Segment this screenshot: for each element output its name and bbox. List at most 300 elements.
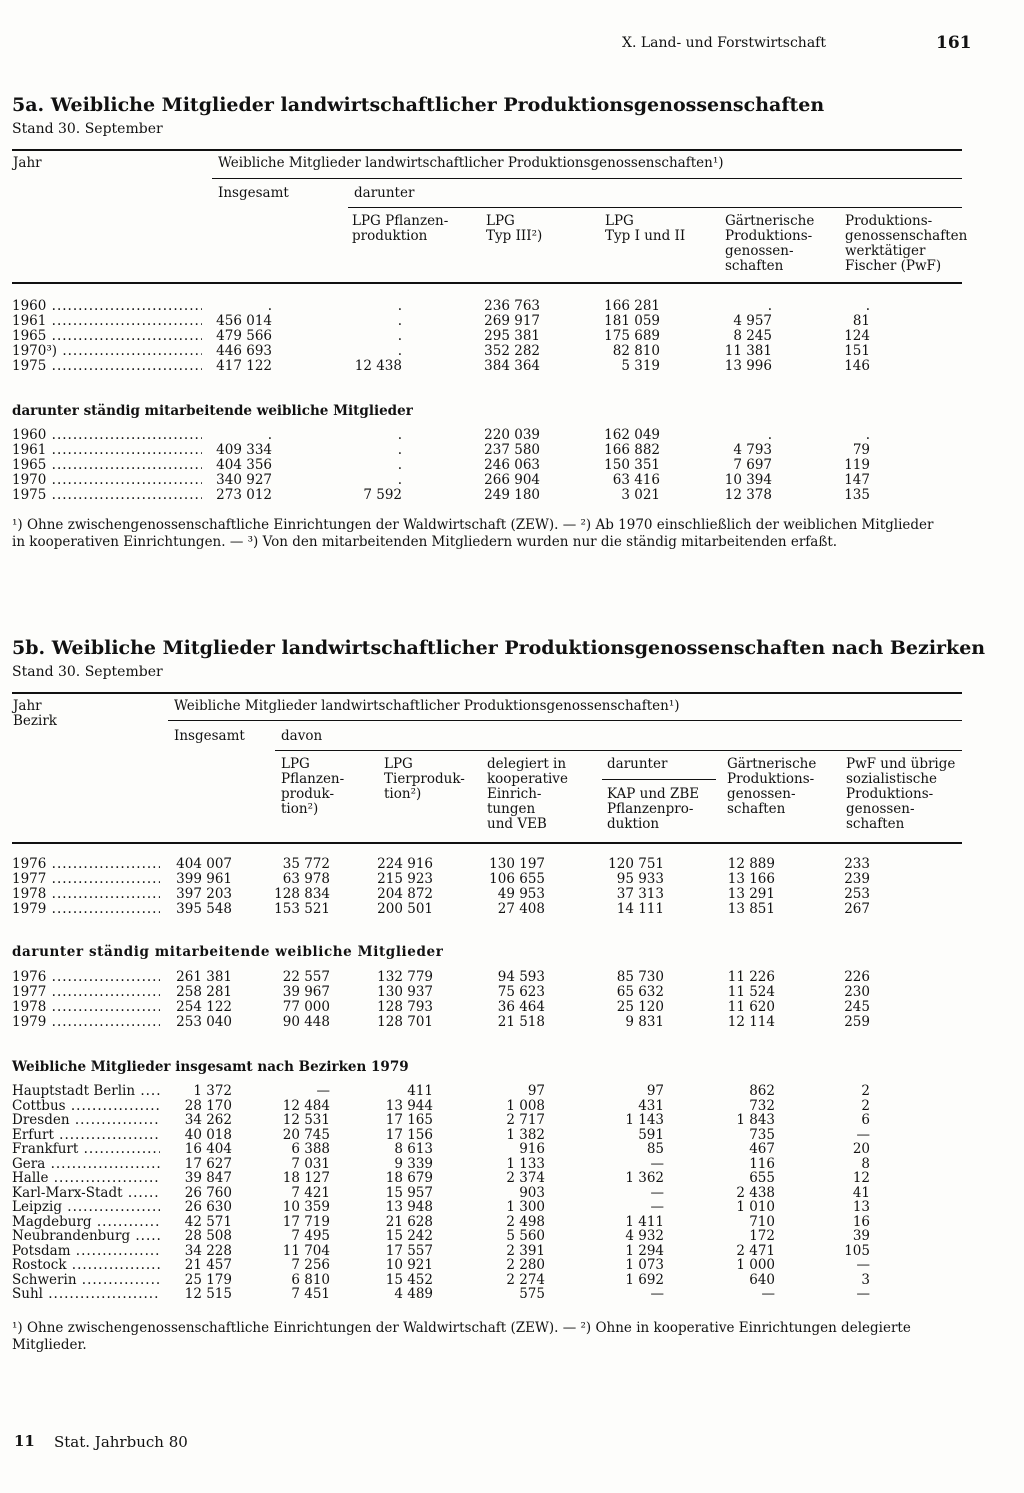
- table-cell: 266 904: [484, 472, 540, 488]
- table-5a-footnote-1: ¹) Ohne zwischengenossenschaftliche Einrichtungen der Waldwirtschaft (ZEW). — ²) Ab 1970 einschließlich der weiblichen Mitglieder: [12, 517, 934, 533]
- table-cell: .: [865, 427, 870, 443]
- table-5b-header-jahr-bezirk: Jahr Bezirk: [13, 698, 57, 729]
- table-5b-top-rule: [12, 692, 962, 694]
- row-label: 1975 .....: [12, 359, 202, 374]
- table-5a-col-gaertnerische: Gärtnerische Produktions- genossen- schaften: [725, 213, 815, 274]
- table-cell: 85: [646, 1141, 664, 1157]
- table-cell: 230: [844, 984, 870, 1000]
- table-cell: —: [856, 1126, 870, 1143]
- table-5b-title: 5b. Weibliche Mitglieder landwirtschaftlicher Produktionsgenossenschaften nach Bezirken: [12, 637, 986, 659]
- table-cell: 246 063: [484, 457, 540, 473]
- table-cell: —: [650, 1184, 664, 1201]
- table-5b-section-2: darunter ständig mitarbeitende weibliche Mitglieder: [12, 944, 444, 960]
- table-cell: 220 039: [484, 427, 540, 443]
- table-cell: 90 448: [282, 1014, 330, 1030]
- table-cell: 25 120: [616, 999, 664, 1015]
- table-cell: 7 592: [363, 487, 402, 503]
- table-5a-col-lpg-pflanzen: LPG Pflanzen- produktion: [352, 213, 449, 244]
- table-cell: .: [397, 298, 402, 314]
- table-cell: 269 917: [484, 313, 540, 329]
- table-cell: 9 339: [394, 1155, 433, 1172]
- table-cell: 12 484: [282, 1097, 330, 1114]
- table-cell: 916: [519, 1141, 545, 1157]
- table-cell: 12 114: [727, 1014, 775, 1030]
- table-cell: 97: [527, 1083, 545, 1099]
- table-cell: —: [650, 1155, 664, 1172]
- table-5a-header-darunter: darunter: [354, 185, 415, 201]
- table-cell: 49 953: [497, 886, 545, 902]
- table-cell: 147: [844, 472, 870, 488]
- table-cell: 1 692: [625, 1271, 664, 1288]
- table-cell: 130 197: [489, 856, 545, 872]
- table-row: [0, 1015, 1024, 1030]
- table-cell: 384 364: [484, 358, 540, 374]
- table-5a-header-rule-1: [212, 178, 962, 179]
- table-cell: 162 049: [604, 427, 660, 443]
- table-5b-col-gaertnerische: Gärtnerische Produktions- genossen- schaften: [727, 756, 817, 817]
- table-5a-stand: Stand 30. September: [12, 121, 163, 137]
- table-5a-header-insgesamt: Insgesamt: [218, 185, 289, 201]
- table-cell: 1 133: [506, 1155, 545, 1172]
- table-cell: 352 282: [484, 343, 540, 359]
- row-label: 1978 .....: [12, 1000, 160, 1015]
- row-label: Dresden .....: [12, 1113, 160, 1128]
- table-cell: 295 381: [484, 328, 540, 344]
- table-cell: 226: [844, 969, 870, 985]
- table-cell: 16: [852, 1213, 870, 1230]
- table-5a-header-jahr: Jahr: [13, 155, 42, 171]
- table-cell: 36 464: [497, 999, 545, 1015]
- table-5b-header-insgesamt: Insgesamt: [174, 728, 245, 744]
- table-cell: 21 628: [385, 1213, 433, 1230]
- table-cell: 735: [749, 1126, 775, 1143]
- row-label: Neubrandenburg .....: [12, 1229, 160, 1244]
- row-label: Frankfurt .....: [12, 1142, 160, 1157]
- table-cell: 4 932: [625, 1228, 664, 1244]
- table-cell: 79: [852, 442, 870, 458]
- table-cell: 12: [852, 1170, 870, 1186]
- table-cell: 11 704: [282, 1242, 330, 1259]
- row-label: 1978 .....: [12, 887, 160, 902]
- table-cell: 63 416: [612, 472, 660, 488]
- table-cell: 106 655: [489, 871, 545, 887]
- table-cell: 130 937: [377, 984, 433, 1000]
- table-cell: .: [397, 328, 402, 344]
- table-cell: 2 438: [736, 1184, 775, 1201]
- row-label: Karl-Marx-Stadt .....: [12, 1186, 160, 1201]
- table-row: [0, 428, 1024, 443]
- table-5b-col-darunter: darunter: [607, 756, 668, 772]
- table-cell: 254 122: [176, 999, 232, 1015]
- table-cell: 27 408: [497, 901, 545, 917]
- table-5b-header-rule-2: [275, 750, 962, 751]
- table-cell: 431: [638, 1097, 664, 1114]
- table-5a-body-rule: [12, 282, 962, 284]
- row-label: 1976 .....: [12, 970, 160, 985]
- table-cell: 135: [844, 487, 870, 503]
- table-cell: 146: [844, 358, 870, 374]
- table-cell: 132 779: [377, 969, 433, 985]
- row-label: 1977 .....: [12, 985, 160, 1000]
- table-cell: 259: [844, 1014, 870, 1030]
- table-row: [0, 329, 1024, 344]
- table-cell: 12 515: [184, 1286, 232, 1302]
- table-row: [0, 1258, 1024, 1273]
- table-cell: 11 620: [727, 999, 775, 1015]
- table-cell: 18 127: [282, 1170, 330, 1186]
- row-label: 1960 .....: [12, 428, 202, 443]
- row-label: Cottbus .....: [12, 1099, 160, 1114]
- table-5b-col-lpg-tier: LPG Tierproduk- tion²): [384, 756, 465, 802]
- table-cell: 411: [407, 1083, 433, 1099]
- table-cell: 267: [844, 901, 870, 917]
- table-cell: 150 351: [604, 457, 660, 473]
- row-label: 1970³) .....: [12, 344, 202, 359]
- table-row: [0, 1171, 1024, 1186]
- table-cell: 6 388: [291, 1141, 330, 1157]
- table-5a-header-rule-2: [348, 207, 962, 208]
- table-cell: 17 557: [385, 1242, 433, 1259]
- table-row: [0, 887, 1024, 902]
- table-cell: 39 847: [184, 1170, 232, 1186]
- row-label: 1975 .....: [12, 488, 202, 503]
- row-label: 1961 .....: [12, 314, 202, 329]
- table-cell: 1 362: [625, 1170, 664, 1186]
- table-cell: 1 010: [736, 1199, 775, 1215]
- table-cell: 13 944: [385, 1097, 433, 1114]
- table-cell: 261 381: [176, 969, 232, 985]
- table-cell: 10 921: [385, 1257, 433, 1273]
- table-row: [0, 1142, 1024, 1157]
- row-label: 1970 .....: [12, 473, 202, 488]
- table-cell: —: [316, 1083, 330, 1099]
- table-cell: 41: [852, 1184, 870, 1201]
- table-5b-col-lpg-pflanzen: LPG Pflanzen- produk- tion²): [281, 756, 345, 817]
- table-cell: 3: [861, 1271, 870, 1288]
- table-cell: 37 313: [616, 886, 664, 902]
- table-cell: .: [267, 298, 272, 314]
- row-label: Rostock .....: [12, 1258, 160, 1273]
- table-row: [0, 902, 1024, 917]
- table-cell: 39: [852, 1228, 870, 1244]
- table-cell: 12 378: [724, 487, 772, 503]
- table-5b-header-davon: davon: [281, 728, 323, 744]
- table-row: [0, 1084, 1024, 1099]
- table-cell: 17 165: [385, 1112, 433, 1128]
- table-5b-header-main: Weibliche Mitglieder landwirtschaftlicher Produktionsgenossenschaften¹): [174, 698, 680, 714]
- table-cell: 13 166: [727, 871, 775, 887]
- table-row: [0, 1287, 1024, 1302]
- table-cell: 153 521: [274, 901, 330, 917]
- table-cell: 1 008: [506, 1097, 545, 1114]
- table-cell: 467: [749, 1141, 775, 1157]
- table-cell: 7 697: [733, 457, 772, 473]
- row-label: Erfurt .....: [12, 1128, 160, 1143]
- row-label: Schwerin .....: [12, 1273, 160, 1288]
- table-cell: 166 281: [604, 298, 660, 314]
- table-cell: 34 262: [184, 1112, 232, 1128]
- row-label: 1976 .....: [12, 857, 160, 872]
- table-cell: 181 059: [604, 313, 660, 329]
- table-cell: 12 438: [354, 358, 402, 374]
- table-cell: 34 228: [184, 1242, 232, 1259]
- table-cell: 105: [844, 1242, 870, 1259]
- table-row: [0, 344, 1024, 359]
- table-row: [0, 872, 1024, 887]
- table-row: [0, 1000, 1024, 1015]
- table-5b-footnote-1: ¹) Ohne zwischengenossenschaftliche Einrichtungen der Waldwirtschaft (ZEW). — ²) Ohne in kooperative Einrichtungen delegierte: [12, 1320, 911, 1336]
- table-cell: 1 073: [625, 1257, 664, 1273]
- table-cell: 119: [844, 457, 870, 473]
- table-cell: —: [761, 1286, 775, 1302]
- table-cell: 1 143: [625, 1112, 664, 1128]
- table-cell: 22 557: [282, 969, 330, 985]
- table-cell: 3 021: [621, 487, 660, 503]
- table-row: [0, 970, 1024, 985]
- table-5a-title: 5a. Weibliche Mitglieder landwirtschaftlicher Produktionsgenossenschaften: [12, 94, 825, 116]
- table-cell: 395 548: [176, 901, 232, 917]
- table-cell: 258 281: [176, 984, 232, 1000]
- table-row: [0, 359, 1024, 374]
- table-cell: .: [267, 427, 272, 443]
- table-cell: .: [767, 298, 772, 314]
- page-number: 161: [936, 33, 972, 53]
- table-cell: —: [856, 1286, 870, 1302]
- table-cell: 732: [749, 1097, 775, 1114]
- table-cell: 128 793: [377, 999, 433, 1015]
- table-cell: 16 404: [184, 1141, 232, 1157]
- table-cell: 215 923: [377, 871, 433, 887]
- table-cell: 236 763: [484, 298, 540, 314]
- table-cell: 95 933: [616, 871, 664, 887]
- row-label: 1960 .....: [12, 299, 202, 314]
- row-label: 1961 .....: [12, 443, 202, 458]
- table-cell: 224 916: [377, 856, 433, 872]
- table-cell: 409 334: [216, 442, 272, 458]
- table-cell: 128 701: [377, 1014, 433, 1030]
- table-5a-header-main: Weibliche Mitglieder landwirtschaftlicher Produktionsgenossenschaften¹): [218, 155, 724, 171]
- table-cell: 124: [844, 328, 870, 344]
- table-cell: 15 452: [385, 1271, 433, 1288]
- table-cell: 237 580: [484, 442, 540, 458]
- table-cell: 77 000: [282, 999, 330, 1015]
- table-row: [0, 1200, 1024, 1215]
- table-cell: .: [397, 472, 402, 488]
- table-cell: 404 007: [176, 856, 232, 872]
- table-cell: 120 751: [608, 856, 664, 872]
- table-cell: 446 693: [216, 343, 272, 359]
- table-cell: 26 760: [184, 1184, 232, 1201]
- table-cell: 81: [852, 313, 870, 329]
- table-cell: 28 508: [184, 1228, 232, 1244]
- row-label: Hauptstadt Berlin .....: [12, 1084, 160, 1099]
- table-cell: .: [397, 343, 402, 359]
- table-cell: 2 717: [506, 1112, 545, 1128]
- table-5b-col-delegiert: delegiert in kooperative Einrich- tungen und VEB: [487, 756, 568, 832]
- table-cell: 13: [852, 1199, 870, 1215]
- table-cell: —: [650, 1286, 664, 1302]
- table-cell: 17 156: [385, 1126, 433, 1143]
- table-row: [0, 985, 1024, 1000]
- table-cell: 1 300: [506, 1199, 545, 1215]
- table-cell: .: [397, 313, 402, 329]
- table-5b-col-pwf: PwF und übrige sozialistische Produktions- genossen- schaften: [846, 756, 956, 832]
- table-cell: 2: [861, 1083, 870, 1099]
- table-row: [0, 1229, 1024, 1244]
- table-row: [0, 1128, 1024, 1143]
- row-label: 1965 .....: [12, 329, 202, 344]
- table-cell: 456 014: [216, 313, 272, 329]
- table-cell: 13 948: [385, 1199, 433, 1215]
- table-cell: 17 627: [184, 1155, 232, 1172]
- table-cell: .: [397, 442, 402, 458]
- table-cell: 7 421: [291, 1184, 330, 1201]
- row-label: Suhl .....: [12, 1287, 160, 1302]
- table-row: [0, 458, 1024, 473]
- table-cell: 1 411: [625, 1213, 664, 1230]
- table-cell: —: [856, 1257, 870, 1273]
- table-cell: 200 501: [377, 901, 433, 917]
- table-cell: 6: [861, 1112, 870, 1128]
- table-5a-col-pwf: Produktions- genossenschaften werktätiger Fischer (PwF): [845, 213, 968, 274]
- table-cell: 21 457: [184, 1257, 232, 1273]
- table-cell: 2 274: [506, 1271, 545, 1288]
- row-label: Halle .....: [12, 1171, 160, 1186]
- table-cell: 8 613: [394, 1141, 433, 1157]
- table-cell: 166 882: [604, 442, 660, 458]
- table-cell: 1 382: [506, 1126, 545, 1143]
- table-cell: 13 851: [727, 901, 775, 917]
- table-cell: 253 040: [176, 1014, 232, 1030]
- row-label: Potsdam .....: [12, 1244, 160, 1259]
- table-cell: 12 531: [282, 1112, 330, 1128]
- table-cell: 710: [749, 1213, 775, 1230]
- table-cell: 1 294: [625, 1242, 664, 1259]
- table-row: [0, 299, 1024, 314]
- table-cell: 404 356: [216, 457, 272, 473]
- table-cell: —: [650, 1199, 664, 1215]
- table-cell: 82 810: [612, 343, 660, 359]
- table-cell: 2 374: [506, 1170, 545, 1186]
- table-cell: 2 280: [506, 1257, 545, 1273]
- table-5a-col-lpg-typ3: LPG Typ III²): [486, 213, 543, 244]
- table-cell: 7 031: [291, 1155, 330, 1172]
- table-cell: 4 489: [394, 1286, 433, 1302]
- table-cell: 28 170: [184, 1097, 232, 1114]
- table-cell: 11 524: [727, 984, 775, 1000]
- row-label: 1977 .....: [12, 872, 160, 887]
- table-cell: 862: [749, 1083, 775, 1099]
- table-cell: 39 967: [282, 984, 330, 1000]
- table-cell: 10 394: [724, 472, 772, 488]
- table-cell: 5 560: [506, 1228, 545, 1244]
- table-cell: 239: [844, 871, 870, 887]
- table-cell: 249 180: [484, 487, 540, 503]
- table-cell: 2 471: [736, 1242, 775, 1259]
- table-5b-footnote-2: Mitglieder.: [12, 1337, 87, 1353]
- table-cell: 15 957: [385, 1184, 433, 1201]
- row-label: 1965 .....: [12, 458, 202, 473]
- table-row: [0, 443, 1024, 458]
- table-cell: .: [397, 457, 402, 473]
- table-cell: 63 978: [282, 871, 330, 887]
- table-row: [0, 473, 1024, 488]
- table-cell: 397 203: [176, 886, 232, 902]
- table-cell: 204 872: [377, 886, 433, 902]
- table-cell: 116: [749, 1155, 775, 1172]
- table-row: [0, 488, 1024, 503]
- table-cell: .: [767, 427, 772, 443]
- table-5b-darunter-rule: [602, 779, 716, 780]
- table-cell: 13 996: [724, 358, 772, 374]
- table-cell: 903: [519, 1184, 545, 1201]
- table-cell: 233: [844, 856, 870, 872]
- table-cell: 14 111: [616, 901, 664, 917]
- footer-source: Stat. Jahrbuch 80: [54, 1433, 188, 1451]
- table-cell: 1 000: [736, 1257, 775, 1273]
- table-cell: 94 593: [497, 969, 545, 985]
- table-cell: 4 793: [733, 442, 772, 458]
- table-cell: 97: [646, 1083, 664, 1099]
- table-cell: 7 495: [291, 1228, 330, 1244]
- table-row: [0, 857, 1024, 872]
- table-5b-body-rule: [12, 842, 962, 844]
- table-cell: 151: [844, 343, 870, 359]
- table-cell: 10 359: [282, 1199, 330, 1215]
- table-cell: 417 122: [216, 358, 272, 374]
- table-cell: 11 226: [727, 969, 775, 985]
- table-cell: 42 571: [184, 1213, 232, 1230]
- table-cell: 11 381: [724, 343, 772, 359]
- table-cell: 253: [844, 886, 870, 902]
- table-cell: 25 179: [184, 1271, 232, 1288]
- table-cell: 5 319: [621, 358, 660, 374]
- table-5b-stand: Stand 30. September: [12, 664, 163, 680]
- table-cell: 8: [861, 1155, 870, 1172]
- table-cell: 7 256: [291, 1257, 330, 1273]
- table-cell: 17 719: [282, 1213, 330, 1230]
- table-cell: 35 772: [282, 856, 330, 872]
- row-label: Magdeburg .....: [12, 1215, 160, 1230]
- table-cell: 6 810: [291, 1271, 330, 1288]
- table-5b-header-rule-1: [168, 720, 962, 721]
- table-cell: 2: [861, 1097, 870, 1114]
- table-cell: 399 961: [176, 871, 232, 887]
- table-cell: 245: [844, 999, 870, 1015]
- table-row: [0, 314, 1024, 329]
- table-cell: 75 623: [497, 984, 545, 1000]
- table-cell: 655: [749, 1170, 775, 1186]
- table-cell: 273 012: [216, 487, 272, 503]
- table-cell: 128 834: [274, 886, 330, 902]
- table-cell: 9 831: [625, 1014, 664, 1030]
- footer-page: 11: [14, 1432, 35, 1450]
- table-cell: 20 745: [282, 1126, 330, 1143]
- table-cell: 2 391: [506, 1242, 545, 1259]
- table-cell: 640: [749, 1271, 775, 1288]
- table-cell: 479 566: [216, 328, 272, 344]
- table-cell: 40 018: [184, 1126, 232, 1143]
- table-5a-top-rule: [12, 149, 962, 151]
- running-header: X. Land- und Forstwirtschaft: [622, 35, 826, 51]
- table-cell: 21 518: [497, 1014, 545, 1030]
- table-cell: 7 451: [291, 1286, 330, 1302]
- row-label: 1979 .....: [12, 902, 160, 917]
- table-cell: 1 843: [736, 1112, 775, 1128]
- table-cell: 85 730: [616, 969, 664, 985]
- row-label: Gera .....: [12, 1157, 160, 1172]
- table-cell: .: [397, 427, 402, 443]
